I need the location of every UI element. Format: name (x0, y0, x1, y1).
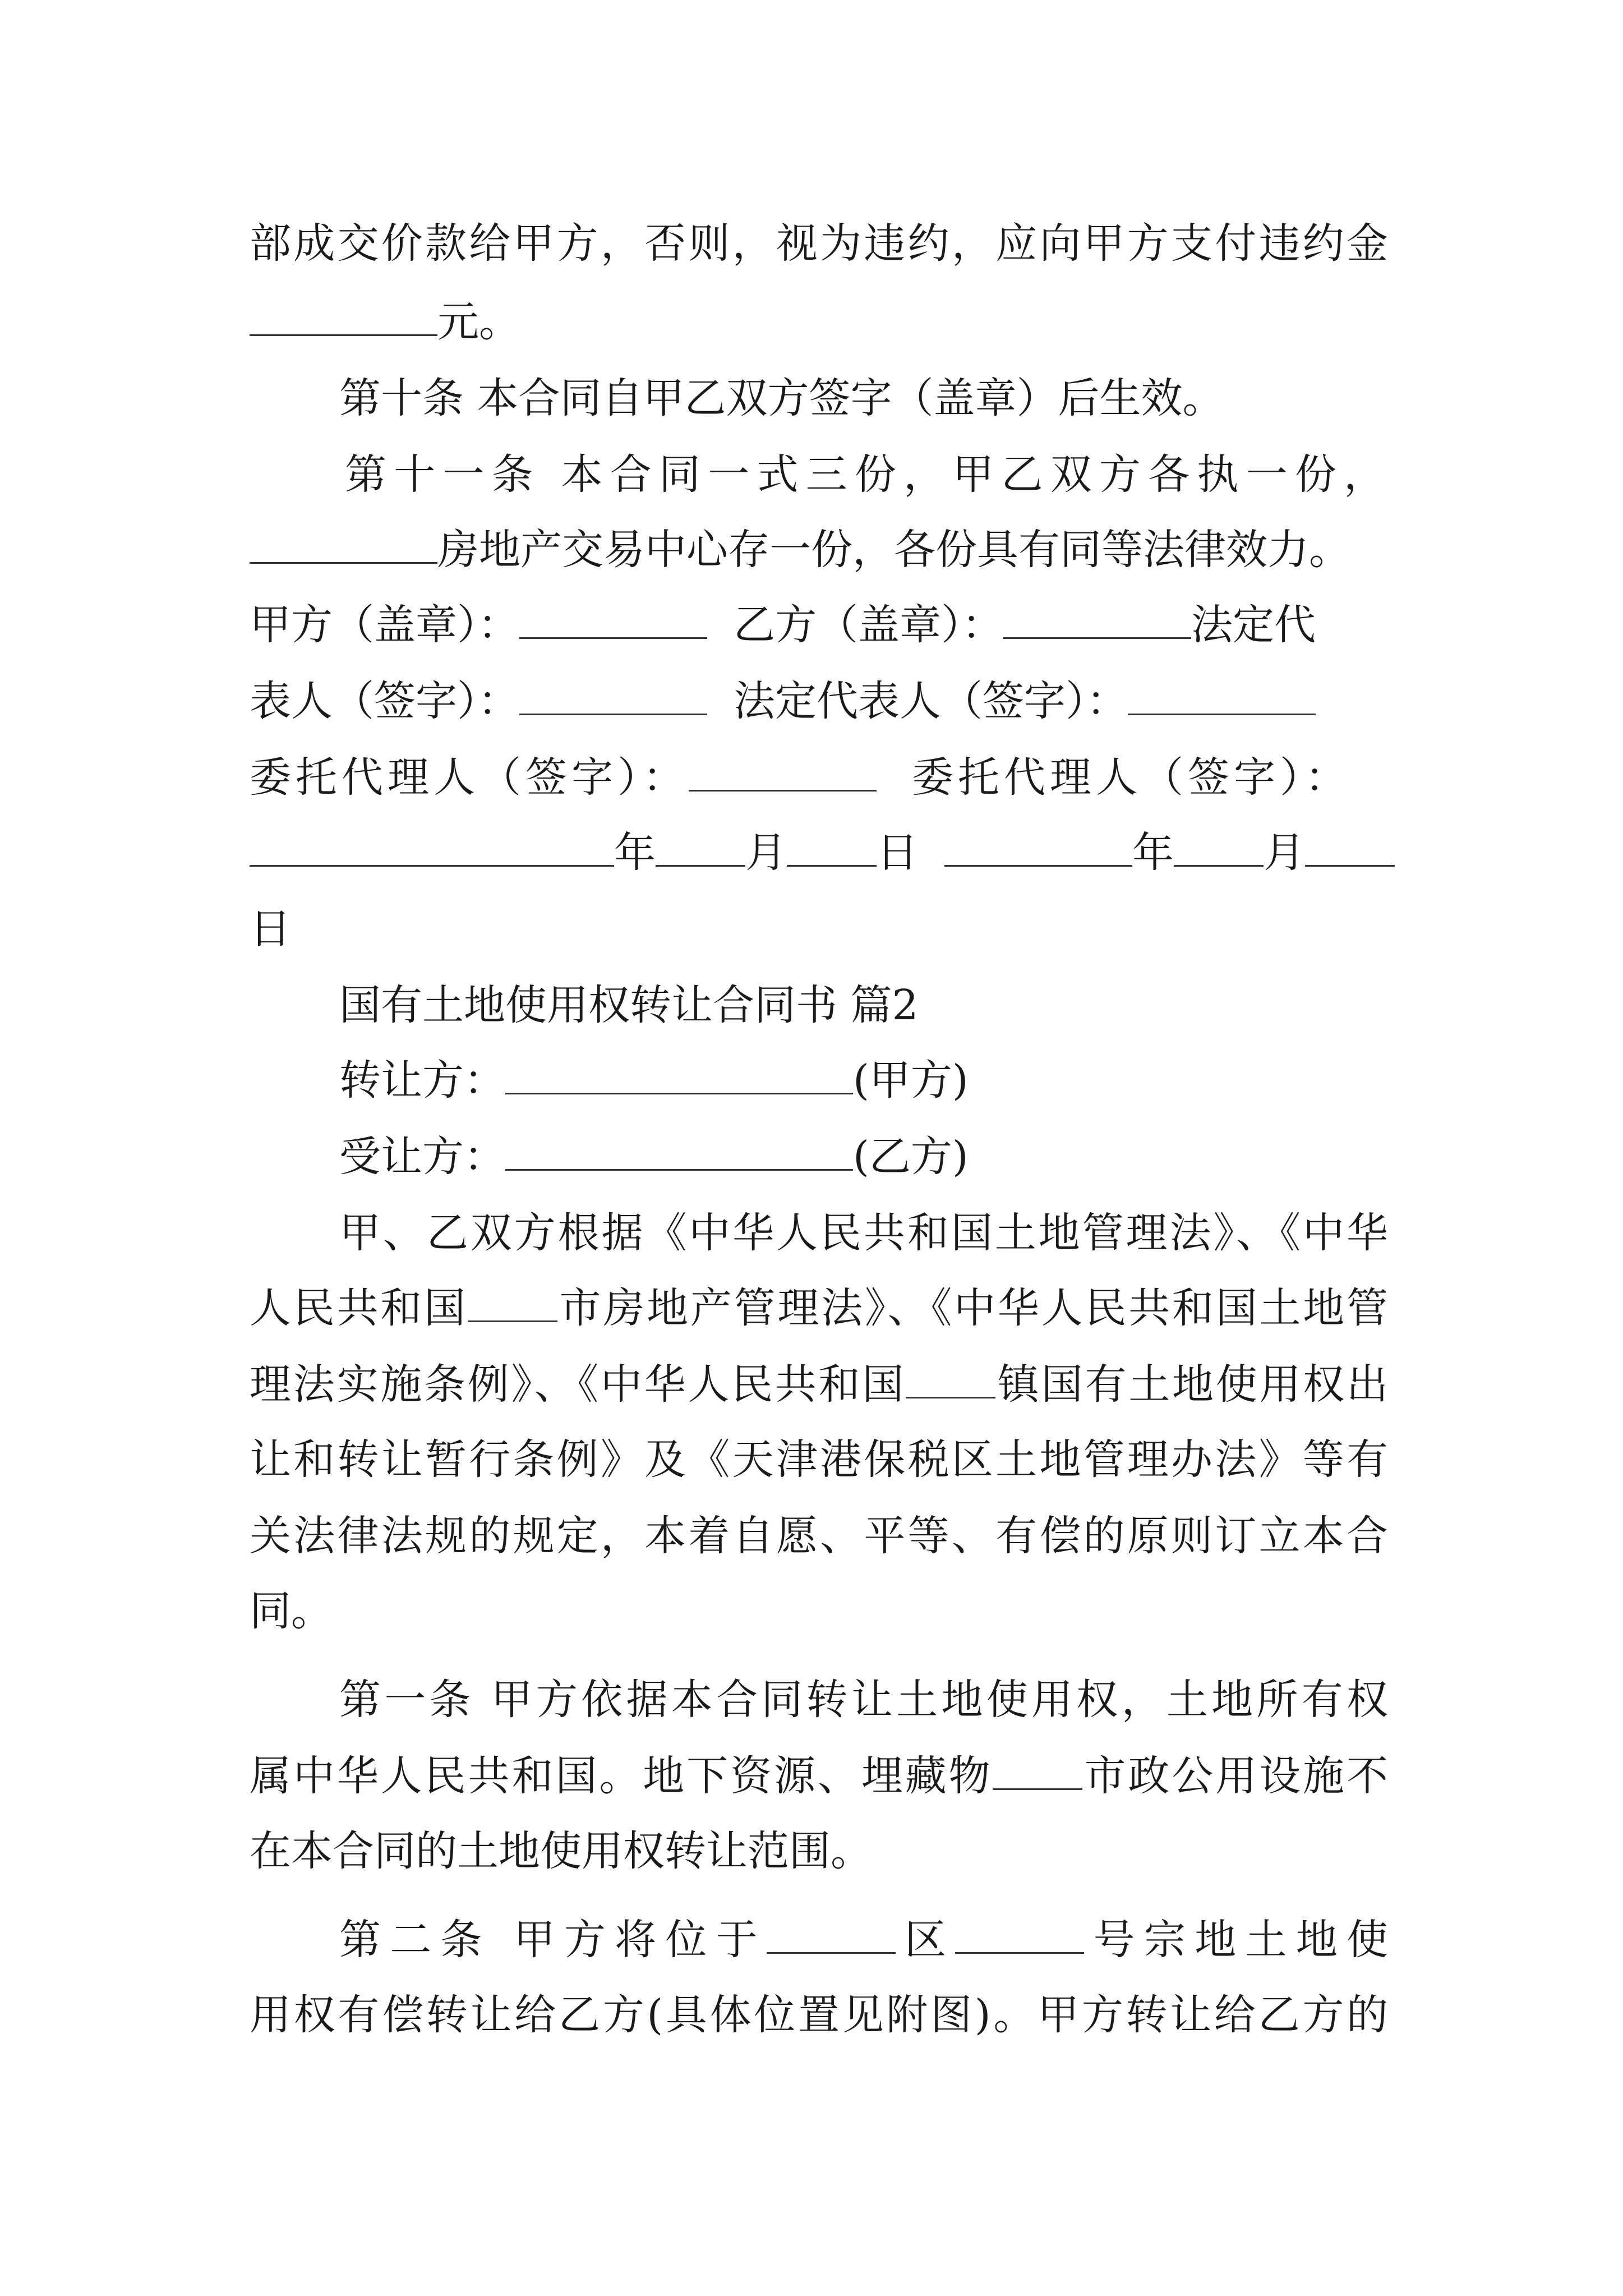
date-b-day-label: 日 (250, 905, 291, 953)
signature-agent-line (250, 749, 1388, 806)
transferor-label: 转让方： (339, 1056, 505, 1105)
transferee-line (339, 1129, 1388, 1185)
date-b-year-blank (944, 826, 1132, 867)
article-2-line-2 (250, 1987, 1388, 2043)
transferor-line (339, 1052, 1388, 1108)
penalty-clause-line (250, 215, 1388, 272)
article-1-line-1 (339, 1672, 1388, 1728)
contract-title (339, 977, 1388, 1033)
penalty-clause-text: 部成交价款给甲方，否则，视为违约，应向甲方支付违约金 (250, 219, 1388, 268)
transferee-label: 受让方： (339, 1133, 505, 1181)
preamble-line-3 (250, 1356, 1388, 1412)
signature-party-line (250, 597, 1388, 653)
article-1-line-3 (250, 1823, 1388, 1879)
party-a-seal-label: 甲方（盖章）： (250, 601, 519, 649)
preamble-text-4: 让和转让暂行条例》及《天津港保税区土地管理办法》等有 (250, 1435, 1388, 1484)
parcel-number-blank (955, 1913, 1084, 1954)
signature-date-line (250, 825, 1388, 881)
article-1-text-3: 在本合同的土地使用权转让范围。 (250, 1827, 872, 1875)
transferor-suffix: (甲方) (853, 1056, 969, 1105)
preamble-line-2 (250, 1280, 1388, 1336)
article-2-text-1a: 第二条 甲方将位于 (339, 1916, 767, 1964)
preamble-text-2a: 人民共和国 (250, 1284, 468, 1332)
agent-a-label: 委托代理人（签字）： (250, 753, 689, 802)
preamble-text-3b: 镇国有土地使用权出 (995, 1360, 1389, 1409)
legal-rep-b-blank (1128, 674, 1316, 715)
article-10 (339, 370, 1388, 426)
district-blank (767, 1913, 896, 1954)
article-11-line-1 (345, 447, 1385, 503)
date-a-day-blank (787, 826, 877, 867)
legal-rep-prefix: 法定代 (1191, 601, 1316, 649)
date-a-month-blank (656, 826, 745, 867)
transferor-blank (505, 1053, 853, 1094)
trading-center-blank (250, 523, 437, 564)
transferee-blank (505, 1130, 853, 1171)
date-a-year-blank (250, 826, 614, 867)
article-11-text-2: 房地产交易中心存一份，各份具有同等法律效力。 (437, 526, 1350, 574)
legal-rep-b-label: 法定代表人（签字）： (734, 677, 1128, 725)
agent-a-blank (689, 751, 877, 792)
legal-rep-a-blank (519, 674, 707, 715)
preamble-text-3a: 理法实施条例》、《中华人民共和国 (250, 1360, 906, 1409)
party-b-seal-label: 乙方（盖章）： (734, 601, 1004, 649)
article-11-line-2 (250, 522, 1388, 578)
party-b-seal-blank (1003, 598, 1191, 639)
preamble-line-6 (250, 1583, 1388, 1639)
article-1-text-2a: 属中华人民共和国。地下资源、埋藏物 (250, 1752, 993, 1800)
penalty-amount-blank (250, 295, 437, 336)
town-blank (906, 1358, 995, 1398)
article-1-text-1: 第一条 甲方依据本合同转让土地使用权，土地所有权 (339, 1676, 1388, 1724)
preamble-text-1: 甲、乙双方根据《中华人民共和国土地管理法》、《中华 (339, 1209, 1388, 1257)
article-1-blank (993, 1749, 1082, 1790)
article-2-text-2: 用权有偿转让给乙方(具体位置见附图)。甲方转让给乙方的 (250, 1991, 1388, 2039)
date-b-month-blank (1174, 826, 1264, 867)
transferee-suffix: (乙方) (853, 1133, 969, 1181)
preamble-line-1 (339, 1205, 1388, 1261)
preamble-text-5: 关法律法规的规定，本着自愿、平等、有偿的原则订立本合 (250, 1512, 1388, 1560)
article-1-text-2b: 市政公用设施不 (1082, 1752, 1389, 1800)
date-a-year-label: 年 (614, 829, 656, 877)
date-a-month-label: 月 (745, 829, 787, 877)
date-a-day-label: 日 (877, 829, 918, 877)
legal-rep-a-label: 表人（签字）： (250, 677, 519, 725)
penalty-amount-line (250, 294, 1388, 350)
article-2-line-1 (339, 1912, 1388, 1968)
preamble-line-4 (250, 1432, 1388, 1488)
contract-title-text: 国有土地使用权转让合同书 篇2 (339, 981, 919, 1029)
article-11-text-1: 第十一条 本合同一式三份，甲乙双方各执一份， (345, 450, 1385, 499)
article-2-text-1c: 号宗地土地使 (1084, 1916, 1388, 1964)
date-b-day-blank (1305, 826, 1395, 867)
signature-rep-line (250, 673, 1388, 729)
signature-date-day-line (250, 901, 1388, 957)
article-1-line-2 (250, 1748, 1388, 1804)
date-b-year-label: 年 (1132, 829, 1174, 877)
article-10-text: 第十条 本合同自甲乙双方签字（盖章）后生效。 (339, 374, 1224, 422)
preamble-text-6: 同。 (250, 1587, 333, 1635)
party-a-seal-blank (519, 598, 707, 639)
agent-b-label: 委托代理人（签字）： (912, 753, 1352, 802)
preamble-text-2b: 市房地产管理法》、《中华人民共和国土地管 (557, 1284, 1389, 1332)
preamble-line-5 (250, 1508, 1388, 1564)
date-b-month-label: 月 (1264, 829, 1306, 877)
penalty-amount-unit: 元。 (437, 298, 520, 346)
city-blank (468, 1281, 557, 1322)
article-2-text-1b: 区 (895, 1916, 956, 1964)
